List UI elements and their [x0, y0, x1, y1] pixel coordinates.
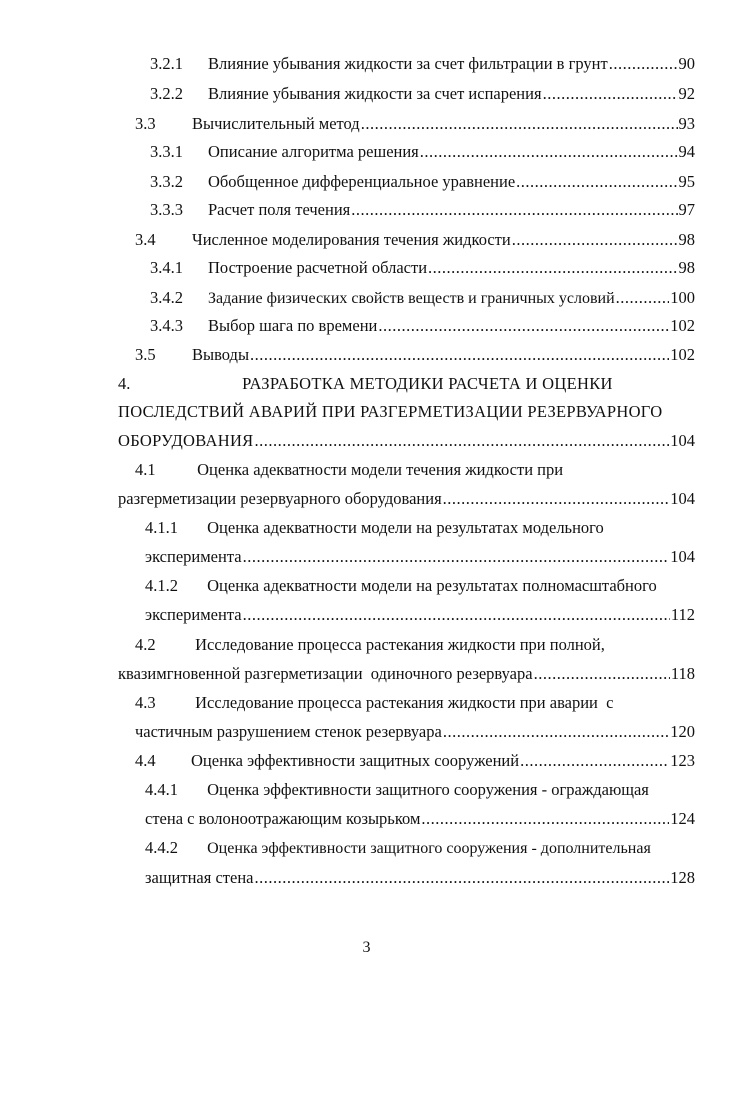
toc-entry-4-4-2-line1[interactable] [145, 836, 710, 860]
toc-title: Оценка эффективности защитного сооружения - ограждающая [207, 780, 649, 799]
toc-title: РАЗРАБОТКА МЕТОДИКИ РАСЧЕТА И ОЦЕНКИ [242, 374, 613, 393]
toc-title: Оценка эффективности защитных сооружений [191, 751, 520, 770]
toc-leader-dots [616, 286, 670, 310]
toc-page-number: 120 [670, 722, 695, 741]
toc-title: Выводы [192, 345, 250, 364]
toc-number: 4.1 [135, 460, 156, 479]
toc-page-number: 124 [670, 809, 695, 828]
toc-entry-4-1-1-line1[interactable] [145, 516, 695, 540]
toc-title-continuation: ПОСЛЕДСТВИЙ АВАРИЙ ПРИ РАЗГЕРМЕТИЗАЦИИ РЕЗЕРВУАРНОГО [118, 402, 663, 421]
toc-page-number: 98 [678, 258, 695, 277]
toc-title-continuation: защитная стена [145, 868, 254, 887]
toc-page-number: 102 [670, 345, 695, 364]
toc-leader-dots [520, 749, 669, 773]
toc-page-number: 90 [678, 54, 695, 73]
toc-number: 3.3.2 [150, 172, 183, 191]
toc-leader-dots [428, 256, 677, 280]
toc-entry-3-2-2[interactable] [150, 82, 695, 106]
toc-entry-4-1-1-line2[interactable] [145, 545, 695, 569]
toc-title-continuation: ОБОРУДОВАНИЯ [118, 431, 254, 450]
toc-entry-4-4-1-line1[interactable] [145, 778, 705, 802]
toc-title: Исследование процесса растекания жидкости при аварии с [195, 693, 614, 712]
toc-entry-4-2-line2[interactable] [118, 662, 695, 686]
toc-page-number: 102 [670, 316, 695, 335]
toc-title-continuation: стена с волоноотражающим козырьком [145, 809, 421, 828]
toc-chapter-4-line1[interactable] [118, 372, 695, 396]
toc-entry-3-4[interactable] [135, 228, 695, 252]
toc-entry-4-1-line2[interactable] [118, 487, 695, 511]
toc-title: Исследование процесса растекания жидкости при полной, [195, 635, 605, 654]
toc-entry-3-4-1[interactable] [150, 256, 695, 280]
toc-entry-4-4[interactable] [135, 749, 695, 773]
toc-page-number: 92 [678, 84, 695, 103]
toc-entry-4-4-1-line2[interactable] [145, 807, 695, 831]
page-number: 3 [362, 939, 371, 956]
toc-leader-dots [243, 603, 670, 627]
toc-leader-dots [361, 112, 678, 136]
toc-title: Численное моделирования течения жидкости [192, 230, 511, 249]
toc-number: 4. [118, 374, 131, 393]
toc-title-continuation: разгерметизации резервуарного оборудования [118, 489, 442, 508]
toc-title: Влияние убывания жидкости за счет фильтрации в грунт [208, 54, 608, 73]
toc-page-number: 104 [670, 431, 695, 450]
toc-page-number: 100 [670, 288, 695, 307]
toc-number: 3.3 [135, 114, 156, 133]
toc-title-continuation: частичным разрушением стенок резервуара [135, 722, 442, 741]
toc-entry-4-3-line2[interactable] [135, 720, 695, 744]
toc-entry-3-2-1[interactable] [150, 52, 695, 76]
toc-page-number: 97 [678, 200, 695, 219]
toc-leader-dots [443, 487, 670, 511]
toc-page-number: 93 [678, 114, 695, 133]
toc-number: 4.4.2 [145, 838, 178, 857]
toc-entry-4-3-line1[interactable] [135, 691, 695, 715]
toc-title: Выбор шага по времени [208, 316, 378, 335]
toc-number: 4.1.2 [145, 576, 178, 595]
toc-title: Описание алгоритма решения [208, 142, 419, 161]
toc-page-number: 112 [670, 605, 695, 624]
toc-page-number: 128 [670, 868, 695, 887]
toc-number: 3.3.1 [150, 142, 183, 161]
toc-page-number: 104 [670, 547, 695, 566]
toc-leader-dots [421, 807, 669, 831]
toc-leader-dots [254, 429, 669, 453]
toc-entry-3-4-2[interactable] [150, 286, 695, 310]
toc-title: Построение расчетной области [208, 258, 428, 277]
toc-leader-dots [378, 314, 669, 338]
toc-number: 3.4.2 [150, 288, 183, 307]
toc-leader-dots [443, 720, 669, 744]
toc-title: Оценка эффективности защитного сооружения - дополнительная [207, 840, 651, 857]
toc-page-number: 118 [670, 664, 695, 683]
toc-number: 4.4 [135, 751, 156, 770]
toc-title: Обобщенное дифференциальное уравнение [208, 172, 516, 191]
toc-number: 3.4.1 [150, 258, 183, 277]
toc-chapter-4-line3[interactable] [118, 429, 695, 453]
toc-title: Оценка адекватности модели течения жидкости при [197, 460, 564, 479]
toc-entry-4-4-2-line2[interactable] [145, 866, 695, 890]
toc-entry-4-1-2-line2[interactable] [145, 603, 695, 627]
toc-title: Оценка адекватности модели на результатах полномасштабного [207, 576, 657, 595]
toc-entry-3-3-1[interactable] [150, 140, 695, 164]
toc-leader-dots [420, 140, 678, 164]
toc-leader-dots [534, 662, 670, 686]
toc-number: 3.4.3 [150, 316, 183, 335]
toc-entry-3-3-2[interactable] [150, 170, 695, 194]
toc-number: 3.5 [135, 345, 156, 364]
toc-title: Оценка адекватности модели на результатах модельного [207, 518, 604, 537]
toc-number: 3.3.3 [150, 200, 183, 219]
toc-number: 4.3 [135, 693, 156, 712]
toc-page-number: 123 [670, 751, 695, 770]
toc-number: 3.4 [135, 230, 156, 249]
toc-number: 3.2.2 [150, 84, 183, 103]
toc-leader-dots [250, 343, 669, 367]
toc-leader-dots [609, 52, 678, 76]
toc-leader-dots [516, 170, 677, 194]
toc-title-continuation: квазимгновенной разгерметизации одиночного резервуара [118, 664, 533, 683]
toc-page-number: 95 [678, 172, 695, 191]
toc-number: 4.4.1 [145, 780, 178, 799]
toc-leader-dots [254, 866, 669, 890]
toc-chapter-4-line2 [118, 400, 695, 424]
toc-title: Влияние убывания жидкости за счет испарения [208, 84, 542, 103]
toc-title-continuation: эксперимента [145, 605, 242, 624]
toc-leader-dots [351, 198, 677, 222]
toc-number: 4.2 [135, 635, 156, 654]
toc-title: Задание физических свойств веществ и граничных условий [208, 290, 615, 307]
toc-title: Вычислительный метод [192, 114, 360, 133]
toc-entry-4-2-line1[interactable] [135, 633, 695, 657]
toc-leader-dots [243, 545, 670, 569]
toc-number: 3.2.1 [150, 54, 183, 73]
toc-entry-3-5[interactable] [135, 343, 695, 367]
toc-number: 4.1.1 [145, 518, 178, 537]
toc-page-number: 98 [678, 230, 695, 249]
toc-entry-3-4-3[interactable] [150, 314, 695, 338]
toc-title: Расчет поля течения [208, 200, 351, 219]
toc-page-number: 104 [670, 489, 695, 508]
toc-entry-3-3[interactable] [135, 112, 695, 136]
toc-leader-dots [512, 228, 678, 252]
toc-leader-dots [543, 82, 678, 106]
toc-title-continuation: эксперимента [145, 547, 242, 566]
toc-entry-3-3-3[interactable] [150, 198, 695, 222]
toc-entry-4-1-line1[interactable] [135, 458, 695, 482]
toc-entry-4-1-2-line1[interactable] [145, 574, 705, 598]
toc-page-number: 94 [678, 142, 695, 161]
